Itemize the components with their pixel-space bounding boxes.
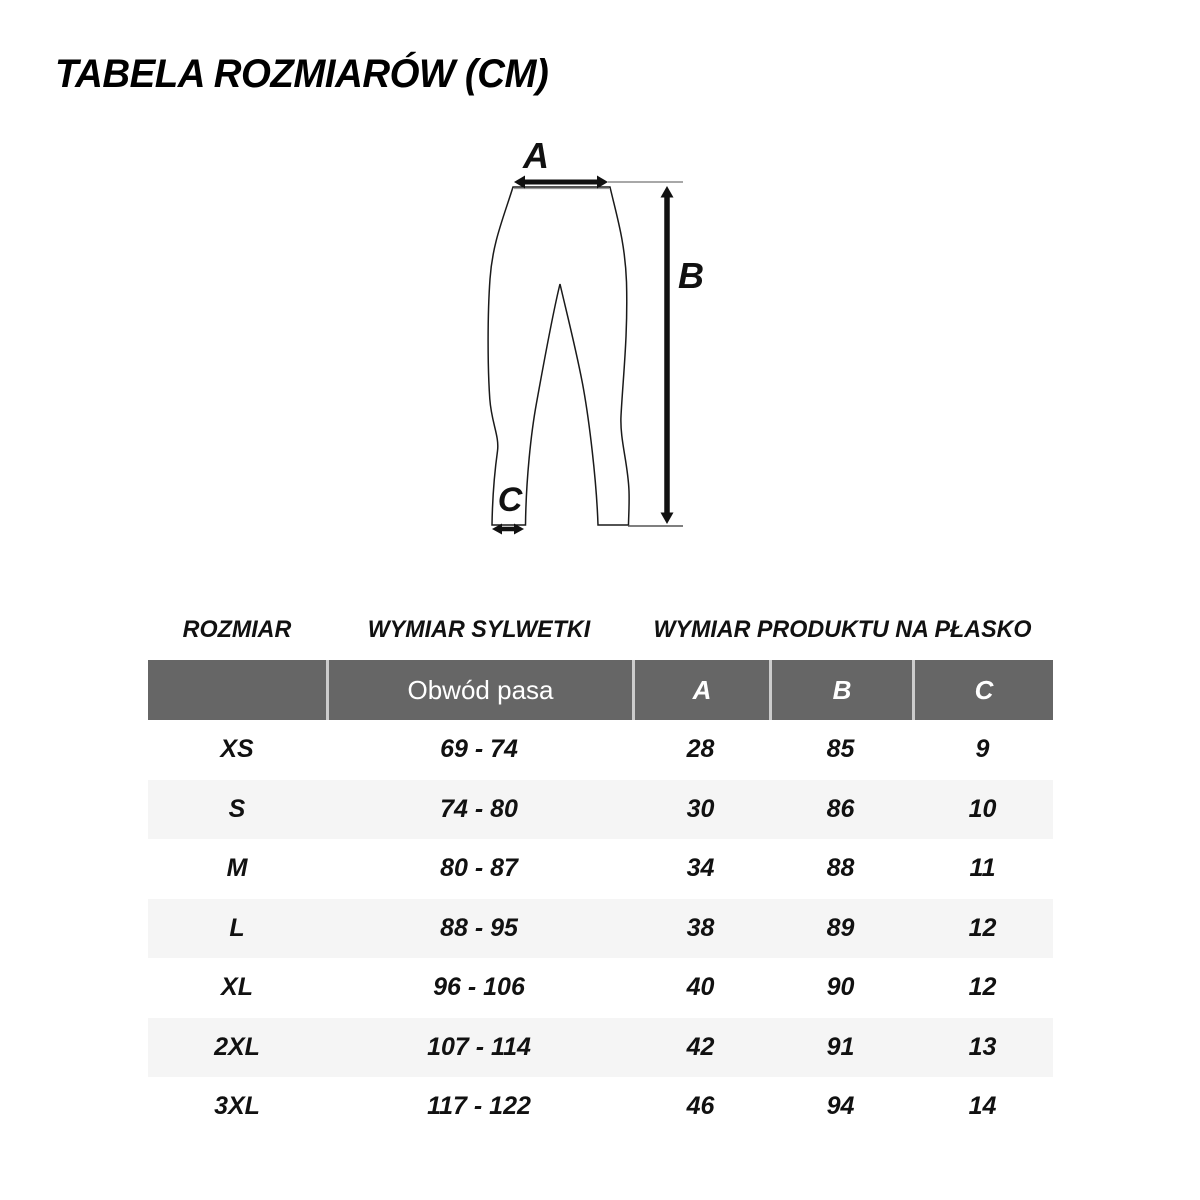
size-table [148, 600, 1053, 1137]
group-header-flat-measure: WYMIAR PRODUKTU NA PŁASKO [653, 616, 1032, 643]
value-b: 88 [826, 854, 855, 883]
group-header-size: ROZMIAR [182, 616, 292, 643]
table-row-s [148, 780, 1053, 840]
size-label: L [229, 913, 245, 942]
table-row-xs [148, 720, 1053, 780]
leggings-outline-drawing [488, 187, 629, 525]
value-c: 12 [968, 973, 997, 1002]
page-title: TABELA ROZMIARÓW (CM) [55, 52, 549, 96]
size-label: M [226, 854, 248, 883]
waist-range: 96 - 106 [433, 973, 525, 1002]
table-header-row [148, 660, 1053, 720]
value-b: 86 [826, 794, 855, 823]
table-row-m [148, 839, 1053, 899]
table-group-header-row [148, 600, 1053, 660]
value-b: 85 [826, 735, 855, 764]
value-a: 38 [686, 913, 715, 942]
waist-range: 80 - 87 [440, 854, 518, 883]
size-label: XS [220, 735, 254, 764]
diagram-label-b: B [678, 255, 704, 296]
header-cell-a: A [632, 660, 769, 720]
value-c: 14 [968, 1092, 997, 1121]
diagram-label-a: A [523, 135, 549, 176]
table-row-l [148, 899, 1053, 959]
table-row-2xl [148, 1018, 1053, 1078]
table-row-3xl [148, 1077, 1053, 1137]
value-b: 89 [826, 913, 855, 942]
size-label: 2XL [214, 1032, 260, 1061]
value-a: 42 [686, 1032, 715, 1061]
waist-range: 117 - 122 [427, 1092, 531, 1121]
value-a: 30 [686, 794, 715, 823]
value-a: 40 [686, 973, 715, 1002]
value-a: 46 [686, 1092, 715, 1121]
value-b: 90 [826, 973, 855, 1002]
value-c: 12 [968, 913, 997, 942]
waist-range: 107 - 114 [427, 1032, 531, 1061]
header-cell-c: C [912, 660, 1053, 720]
value-b: 94 [826, 1092, 855, 1121]
waist-range: 69 - 74 [440, 735, 518, 764]
leggings-measurement-illustration [440, 130, 760, 550]
value-c: 9 [975, 735, 990, 764]
value-c: 13 [968, 1032, 997, 1061]
size-label: 3XL [214, 1092, 260, 1121]
header-cell-waist: Obwód pasa [326, 660, 632, 720]
waist-range: 74 - 80 [440, 794, 518, 823]
size-label: XL [221, 973, 253, 1002]
value-c: 11 [969, 854, 996, 883]
value-a: 34 [686, 854, 715, 883]
table-row-xl [148, 958, 1053, 1018]
arrow-b-icon [661, 186, 674, 524]
group-header-body-measure: WYMIAR SYLWETKI [367, 616, 591, 643]
value-c: 10 [968, 794, 997, 823]
size-label: S [228, 794, 246, 823]
header-cell-b: B [769, 660, 912, 720]
diagram-label-c: C [497, 481, 523, 519]
value-b: 91 [826, 1032, 855, 1061]
waist-range: 88 - 95 [440, 913, 518, 942]
header-cell-empty [148, 660, 326, 720]
value-a: 28 [686, 735, 715, 764]
size-diagram [440, 130, 760, 550]
